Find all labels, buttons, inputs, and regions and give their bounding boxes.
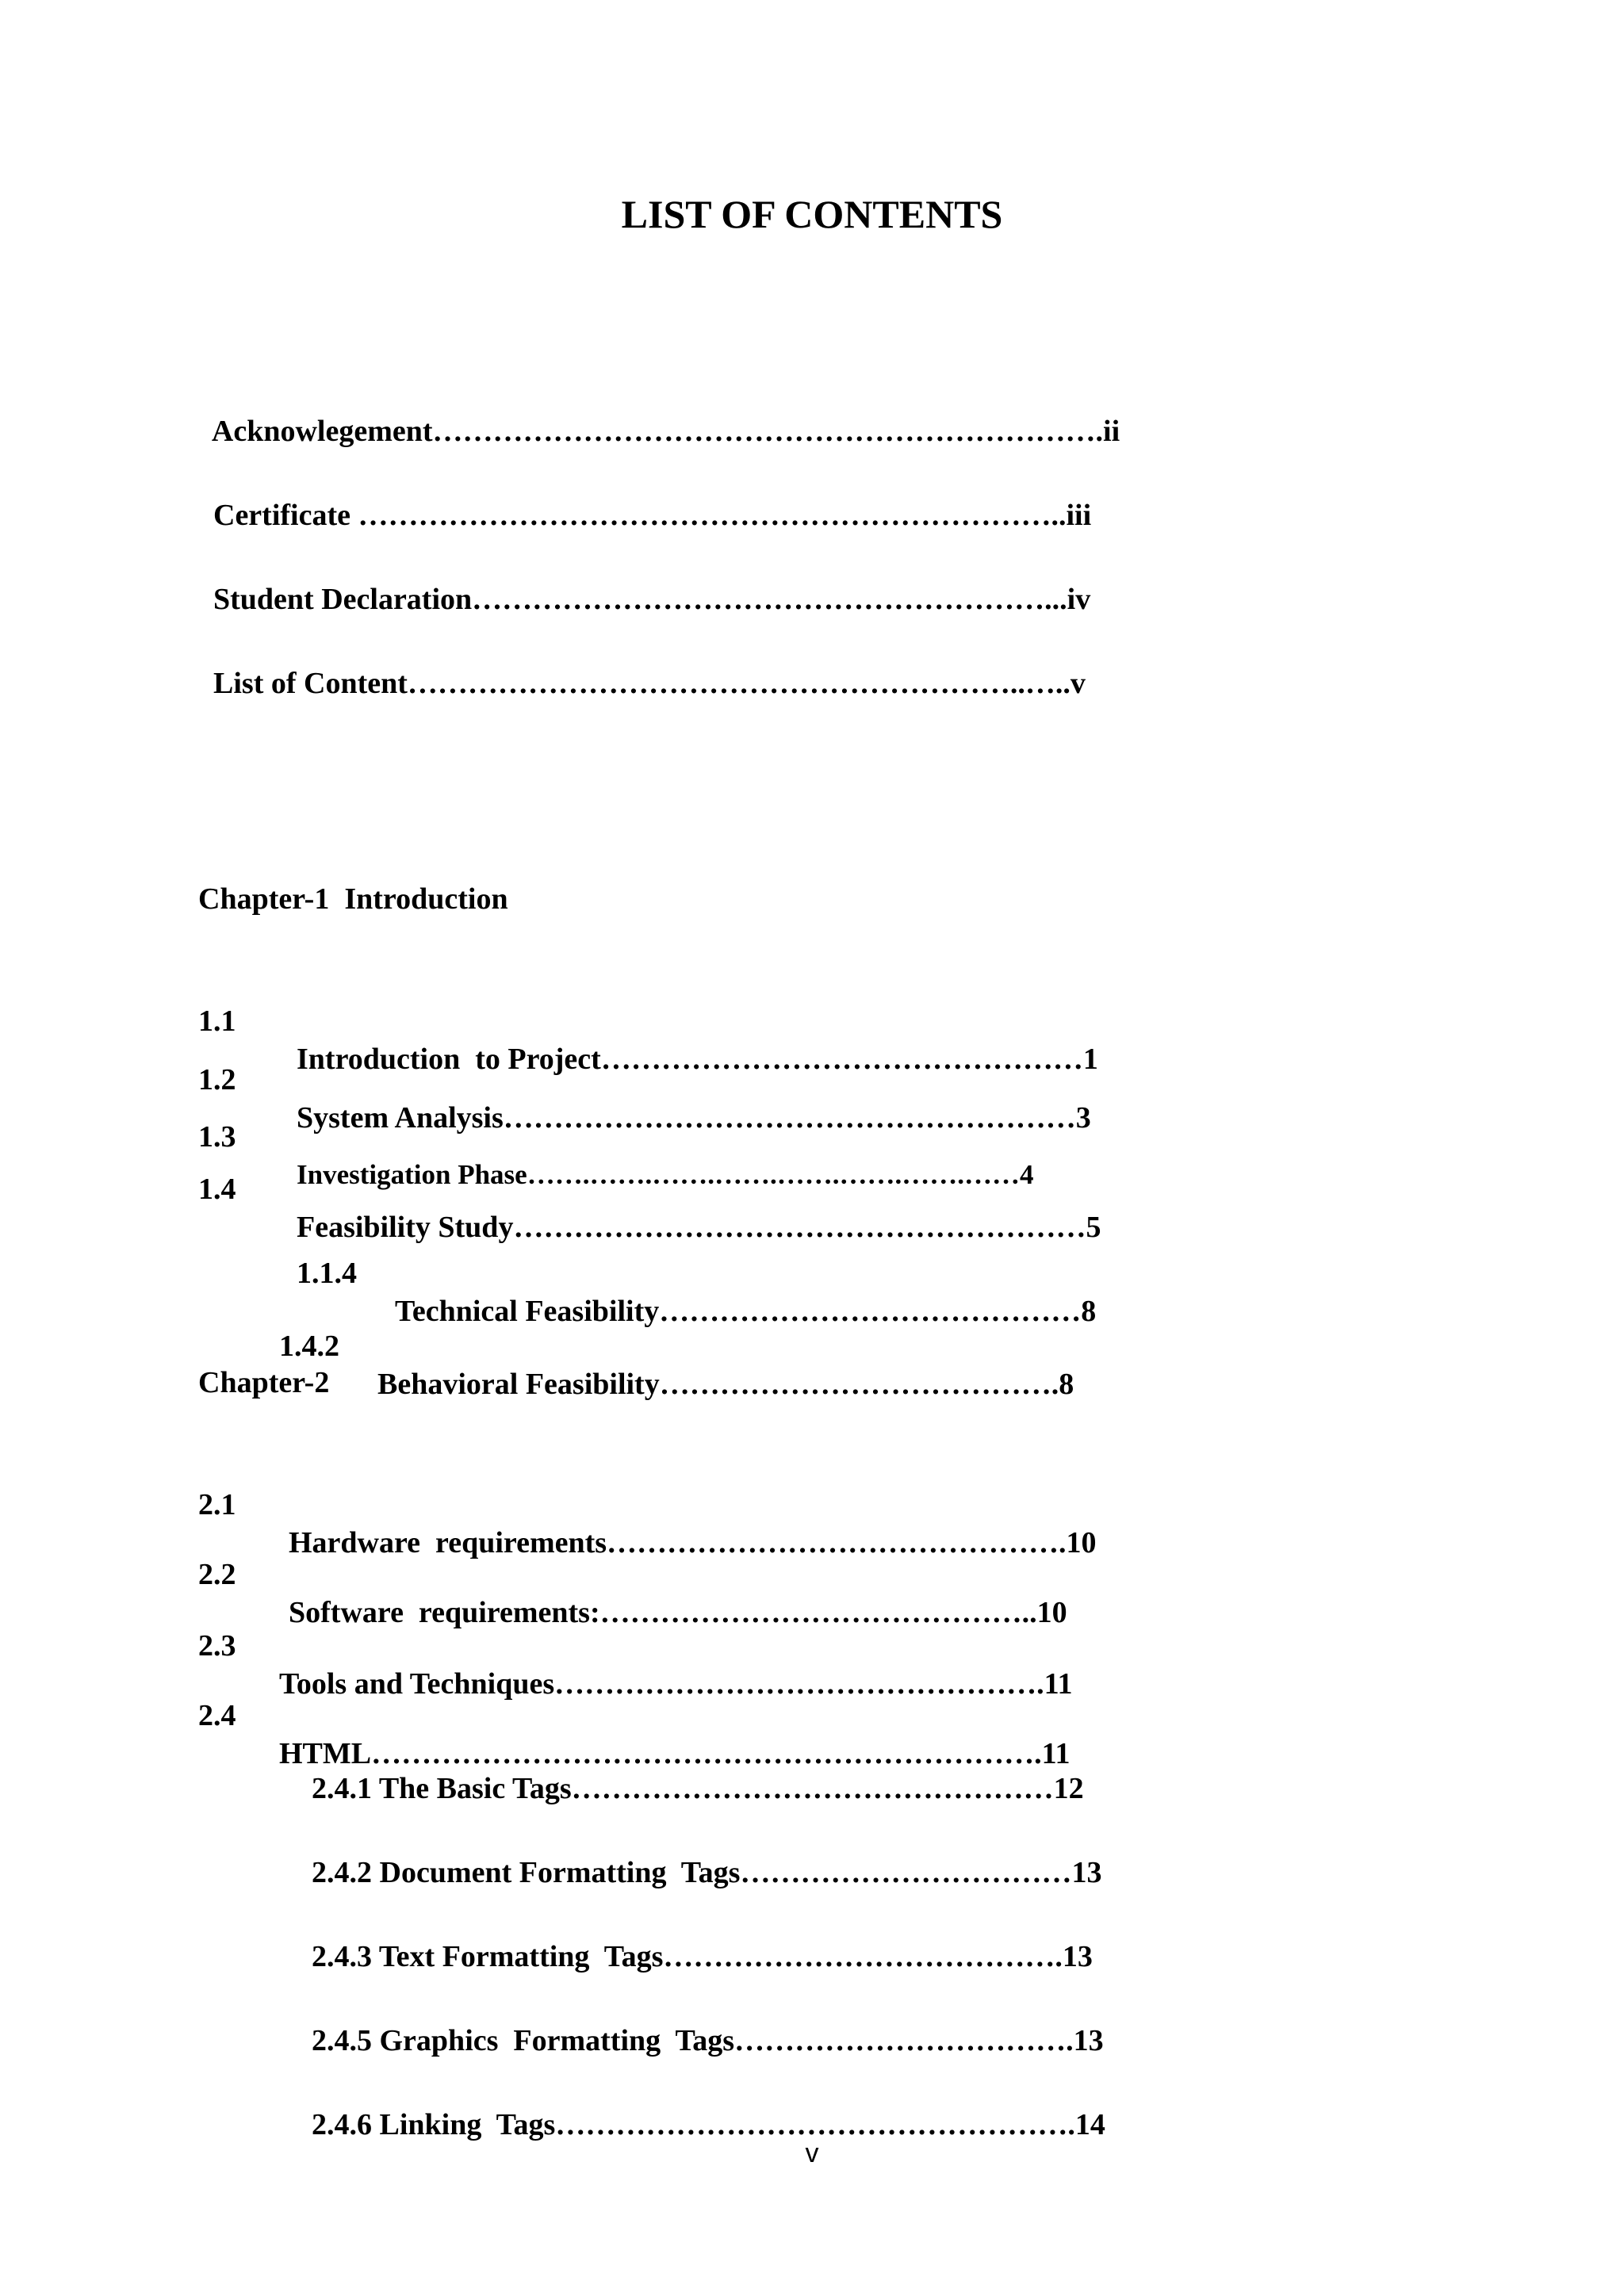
- toc-entry-text: Feasibility Study…………………………………………………5: [297, 1211, 1101, 1244]
- toc-entry-number: 1.1.4: [297, 1257, 357, 1290]
- toc-entry-number: 2.4: [198, 1699, 236, 1732]
- toc-entry-2-2: [198, 1517, 1229, 1629]
- toc-entry-text: Software requirements:……………………………………..10: [289, 1596, 1067, 1629]
- toc-subentry-2-4-1: [297, 1732, 1084, 1808]
- toc-entry-text: 2.4.6 Linking Tags…………………………………………….14: [312, 2108, 1105, 2141]
- toc-entry-text: List of Content……………………………………………………..…..v: [213, 667, 1086, 700]
- toc-entry-number: 1.2: [198, 1063, 236, 1096]
- toc-entry-text: Technical Feasibility……………………………………8: [395, 1295, 1097, 1328]
- toc-entry-text: HTML………………………………………………………….11: [279, 1737, 1071, 1770]
- toc-subentry-1-4-2: [279, 1289, 1231, 1401]
- toc-entry-text: System Analysis…………………………………………………3: [297, 1101, 1091, 1135]
- toc-entry-number: 2.2: [198, 1558, 236, 1591]
- toc-entry-2-3: [198, 1589, 1229, 1701]
- toc-entry-text: 2.4.5 Graphics Formatting Tags…………………………….13: [312, 2024, 1104, 2057]
- toc-entry-text: Tools and Techniques………………………………………….11: [279, 1667, 1073, 1701]
- toc-entry-acknowledgement: [198, 374, 1120, 450]
- toc-entry-number: 1.4.2: [279, 1330, 339, 1363]
- toc-entry-text: Hardware requirements……………………………………….10: [289, 1526, 1097, 1559]
- toc-entry-text: 2.4.3 Text Formatting Tags………………………………….13: [312, 1940, 1093, 1973]
- toc-subentry-2-4-5: [297, 1984, 1104, 2060]
- toc-entry-text: Acknowlegement………………………………………………………….ii: [211, 415, 1120, 448]
- toc-subentry-2-4-3: [297, 1900, 1093, 1976]
- toc-entry-text: Certificate ……………………………………………………………..iii: [213, 499, 1092, 532]
- toc-entry-number: 2.1: [198, 1488, 236, 1521]
- toc-entry-number: 1.4: [198, 1173, 236, 1206]
- toc-entry-text: 2.4.1 The Basic Tags…………………………………………12: [312, 1772, 1084, 1805]
- toc-entry-certificate: [198, 458, 1091, 534]
- toc-entry-list-of-content: [198, 626, 1086, 702]
- toc-subentry-1-1-4: [297, 1216, 1248, 1328]
- toc-entry-text: Introduction to Project…………………………………………1: [297, 1043, 1098, 1076]
- toc-entry-1-2: [198, 1023, 1229, 1135]
- toc-entry-1-1: [198, 964, 1229, 1076]
- toc-entry-text: 2.4.2 Document Formatting Tags……………………………13: [312, 1856, 1102, 1889]
- page-title: LIST OF CONTENTS: [621, 192, 1003, 236]
- toc-entry-2-1: [198, 1448, 1229, 1559]
- toc-entry-2-4: [198, 1659, 1229, 1770]
- toc-subentry-2-4-6: [297, 2068, 1105, 2144]
- page-number: v: [805, 2138, 819, 2168]
- toc-subentry-2-4-2: [297, 1816, 1101, 1892]
- toc-entry-text: Student Declaration…………………………………………………...iv: [213, 583, 1091, 616]
- toc-entry-number: 2.3: [198, 1629, 236, 1663]
- toc-entry-text: Behavioral Feasibility………………………………….8: [377, 1368, 1074, 1401]
- toc-entry-number: 1.3: [198, 1120, 236, 1154]
- chapter-2-heading: Chapter-2: [198, 1366, 330, 1399]
- chapter-1-heading: Chapter-1 Introduction: [198, 882, 508, 916]
- toc-entry-text: Investigation Phase…….…….…….…….…….…….…….……4: [297, 1159, 1034, 1190]
- toc-entry-student-declaration: [198, 542, 1090, 618]
- toc-entry-number: 1.1: [198, 1004, 236, 1038]
